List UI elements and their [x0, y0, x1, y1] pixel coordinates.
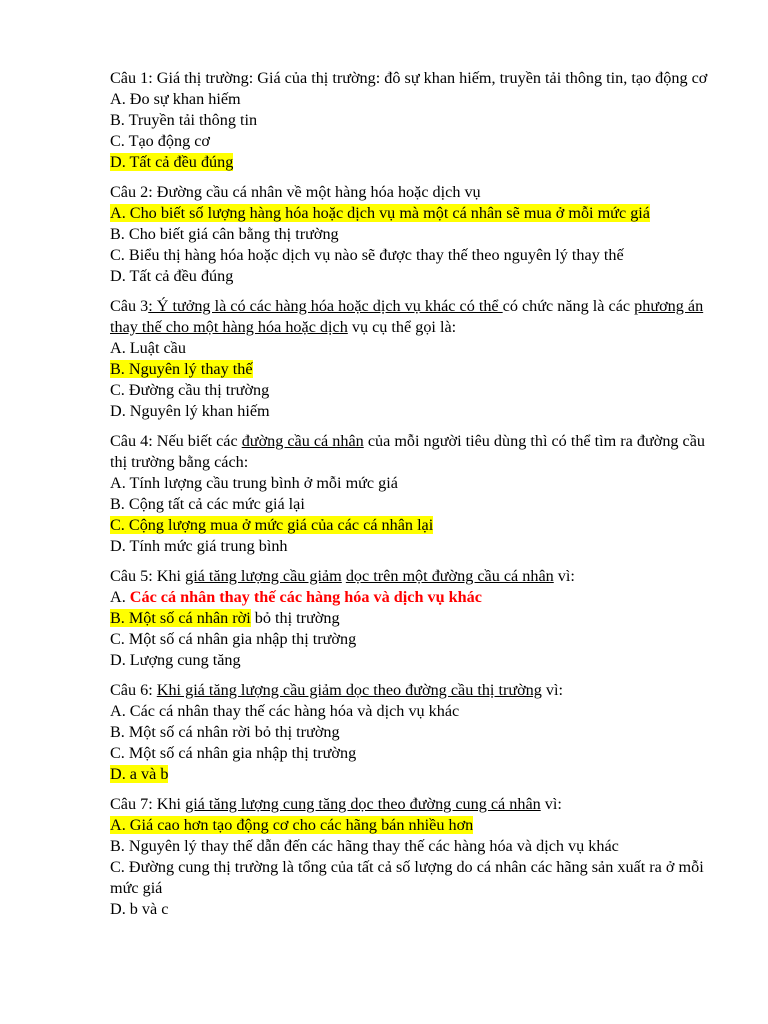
question-6-option-c: C. Một số cá nhân gia nhập thị trường: [110, 744, 357, 762]
question-5-option-a: [110, 587, 720, 608]
question-5-option-b-highlight: B. Một số cá nhân rời: [110, 609, 251, 627]
question-2-option-d: D. Tất cả đều đúng: [110, 267, 234, 285]
question-7-option-a-answer: A. Giá cao hơn tạo động cơ cho các hãng bán nhiều hơn: [110, 816, 474, 834]
question-7-option-d: D. b và c: [110, 900, 169, 918]
question-2-text: Câu 2: Đường cầu cá nhân về một hàng hóa hoặc dịch vụ: [110, 183, 481, 201]
question-3-option-d: D. Nguyên lý khan hiếm: [110, 402, 270, 420]
question-6: [110, 680, 720, 785]
question-3-suffix: vụ cụ thể gọi là:: [347, 318, 457, 336]
question-5-option-a-prefix: A.: [110, 588, 130, 606]
question-1-text: Câu 1: Giá thị trường: Giá của thị trường: đô sự khan hiếm, truyền tải thông tin, tạo động cơ: [110, 69, 708, 87]
question-6-option-d-answer: D. a và b: [110, 765, 169, 783]
question-6-option-b: B. Một số cá nhân rời bỏ thị trường: [110, 723, 340, 741]
question-7-underlined: giá tăng lượng cung tăng dọc theo đường cung cá nhân: [185, 795, 541, 813]
question-1-option-c: C. Tạo động cơ: [110, 132, 210, 150]
question-4-underlined: đường cầu cá nhân: [241, 432, 364, 450]
question-3-option-c: C. Đường cầu thị trường: [110, 381, 270, 399]
question-1-option-d-answer: D. Tất cả đều đúng: [110, 153, 234, 171]
question-4: [110, 431, 720, 557]
question-2-option-a-answer: A. Cho biết số lượng hàng hóa hoặc dịch vụ mà một cá nhân sẽ mua ở mỗi mức giá: [110, 204, 650, 222]
question-5-option-b-rest: bỏ thị trường: [250, 609, 340, 627]
question-6-underlined: Khi giá tăng lượng cầu giảm dọc theo đường cầu thị trường: [156, 681, 542, 699]
question-7-option-b: B. Nguyên lý thay thế dẫn đến các hãng thay thế các hàng hóa và dịch vụ khác: [110, 837, 619, 855]
question-5-option-c: C. Một số cá nhân gia nhập thị trường: [110, 630, 357, 648]
question-4-suffix: của mỗi người tiêu dùng thì có thể tìm ra đường cầu thị trường bằng cách:: [110, 432, 706, 471]
question-3-underlined-2: phương án thay thế cho một hàng hóa hoặc dịch: [110, 297, 704, 336]
question-5-option-d: D. Lượng cung tăng: [110, 651, 241, 669]
question-4-text: [110, 431, 720, 473]
question-4-option-c-answer: C. Cộng lượng mua ở mức giá của các cá nhân lại: [110, 516, 434, 534]
question-6-text: [110, 680, 720, 701]
question-3-text: [110, 296, 720, 338]
question-3-underlined-1: : Ý tưởng là có các hàng hóa hoặc dịch vụ khác có thể: [148, 297, 503, 315]
question-3: [110, 296, 720, 422]
question-3-prefix: Câu 3: [110, 297, 149, 315]
question-5-suffix: vì:: [553, 567, 575, 585]
question-3-option-a: A. Luật cầu: [110, 339, 186, 357]
question-7-option-c: C. Đường cung thị trường là tổng của tất cả số lượng do cá nhân các hãng sản xuất ra ở mỗi mức giá: [110, 858, 704, 897]
question-7-prefix: Câu 7: Khi: [110, 795, 186, 813]
question-2-option-c: C. Biểu thị hàng hóa hoặc dịch vụ nào sẽ được thay thế theo nguyên lý thay thế: [110, 246, 624, 264]
question-3-option-b-answer: B. Nguyên lý thay thế: [110, 360, 253, 378]
question-1-option-a: A. Đo sự khan hiếm: [110, 90, 241, 108]
question-7: [110, 794, 720, 920]
question-5: [110, 566, 720, 671]
question-5-underlined-2: dọc trên một đường cầu cá nhân: [345, 567, 554, 585]
question-1-option-b: B. Truyền tải thông tin: [110, 111, 258, 129]
question-6-prefix: Câu 6:: [110, 681, 157, 699]
question-5-prefix: Câu 5: Khi: [110, 567, 186, 585]
question-6-option-a: A. Các cá nhân thay thế các hàng hóa và dịch vụ khác: [110, 702, 460, 720]
question-3-mid: có chức năng là các: [502, 297, 635, 315]
question-2-option-b: B. Cho biết giá cân bằng thị trường: [110, 225, 339, 243]
question-4-option-a: A. Tính lượng cầu trung bình ở mỗi mức giá: [110, 474, 398, 492]
question-5-option-a-red: Các cá nhân thay thế các hàng hóa và dịch vụ khác: [129, 588, 482, 606]
question-2: [110, 182, 720, 287]
question-4-option-b: B. Cộng tất cả các mức giá lại: [110, 495, 305, 513]
question-5-option-b: [110, 608, 720, 629]
question-4-prefix: Câu 4: Nếu biết các: [110, 432, 242, 450]
question-6-suffix: vì:: [541, 681, 564, 699]
question-4-option-d: D. Tính mức giá trung bình: [110, 537, 288, 555]
question-5-underlined-1: giá tăng lượng cầu giảm: [185, 567, 342, 585]
question-7-text: [110, 794, 720, 815]
quiz-document: [110, 68, 720, 929]
question-5-text: [110, 566, 720, 587]
question-1: [110, 68, 720, 173]
question-7-suffix: vì:: [540, 795, 562, 813]
